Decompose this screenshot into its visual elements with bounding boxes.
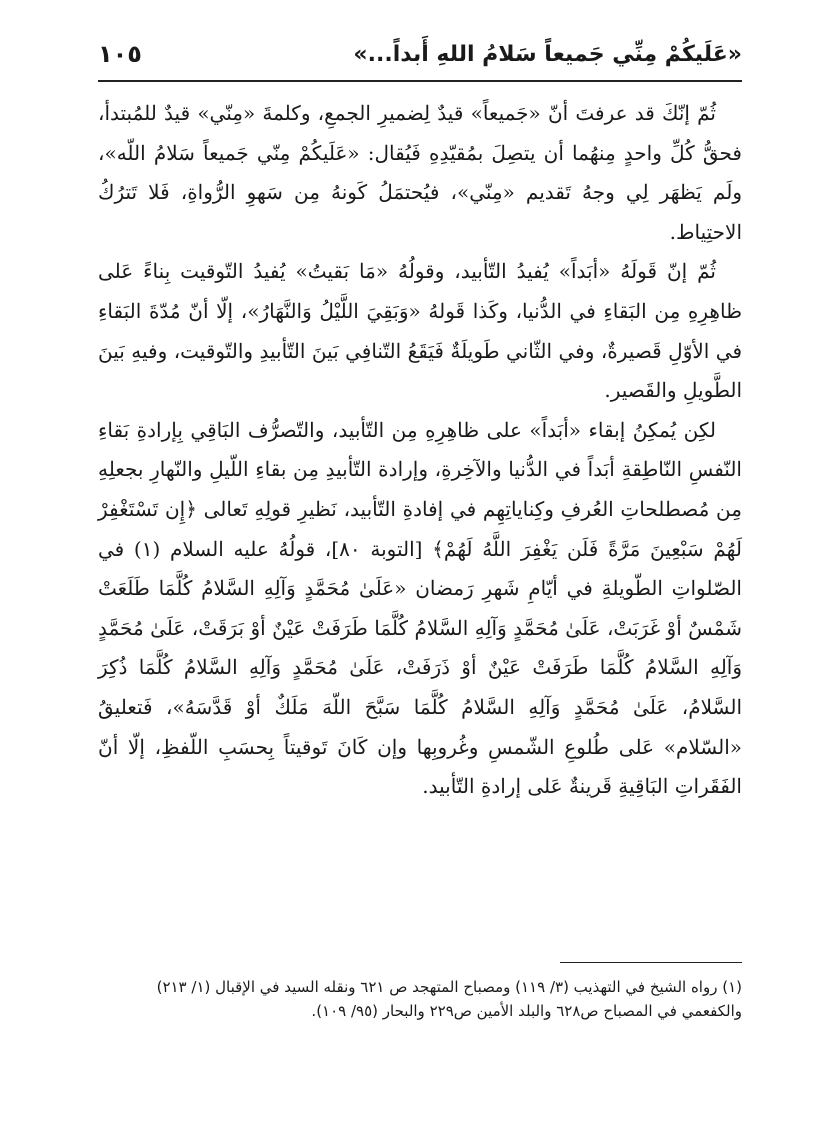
paragraph-1: ثُمّ إنّكَ قد عرفتَ أنّ «جَميعاً» قيدٌ لِضميرِ الجمعِ، وكلمةَ «مِنّي» قيدٌ للمُبتدأ، فحقُّ كُلِّ واحدٍ مِنهُما أن يتصِلَ بمُقيّدِهِ فَيُقال: «عَلَيكُمْ مِنّي جَميعاً سَلامُ اللّه»، ولَم يَظهَر لِي وجهُ تَقديم «مِنّي»، فيُحتمَلُ كَونهُ مِن سَهوِ الرُّواةِ، فَلا تَترُكُ الاحتِياط. [98, 101, 742, 244]
header-divider [98, 80, 742, 82]
paragraph-2: ثُمّ إنّ قَولَهُ «أبَداً» يُفيدُ التّأبيد، وقولُهُ «مَا بَقيتُ» يُفيدُ التّوقيت بِناءً عَلى ظاهِرِهِ مِن البَقاءِ في الدُّنيا، وكَذا قَولهُ «وَبَقِيَ اللَّيْلُ وَالنَّهَارُ»، إلّا أنّ مُدّةَ البَقاءِ في الأوّلِ قَصيرةٌ، وفي الثّاني طَويلَةٌ فَيَقَعُ التّنافِي بَينَ التّأبيدِ والتّوقيت، وفيهِ بَينَ الطَّويلِ والقَصير. [98, 259, 742, 403]
page-number: ١٠٥ [98, 40, 142, 68]
footnote-1: (١) رواه الشيخ في التهذيب (٣/ ١١٩) ومصباح المتهجد ص ٦٢١ ونقله السيد في الإقبال (١/ ٢١٣) والكفعمي في المصباح ص٦٢٨ والبلد الأمين ص٢٢٩ والبحار (٩٥/ ١٠٩). [156, 978, 742, 1020]
footnote-divider [560, 962, 742, 963]
paragraph-3: لكِن يُمكِنُ إبقاء «أبَداً» على ظاهِرِهِ مِن التّأبيد، والتّصرُّف البَاقِي بِإرادةِ بَقاءِ النّفسِ النّاطِقةِ أبَداً في الدُّنيا والآخِرةِ، وإرادة التّأبيدِ مِن بقاءِ اللّيلِ والنّهارِ بجعلِهِ مِن مُصطلحاتِ العُرفِ وكِناياتِهِم في إفادةِ التّأبيد، نَظيرِ قولِهِ تَعالى ﴿إِن تَسْتَغْفِرْ لَهُمْ سَبْعِينَ مَرَّةً فَلَن يَغْفِرَ اللَّهُ لَهُمْ﴾ [التوبة ٨٠]، قولُهُ عليه السلام (١) في الصّلواتِ الطّويلةِ في أيّامِ شَهرِ رَمضان «عَلَىٰ مُحَمَّدٍ وَآلِهِ السَّلامُ كُلَّمَا طَلَعَتْ شَمْسٌ أوْ غَرَبَتْ، عَلَىٰ مُحَمَّدٍ وَآلِهِ السَّلامُ كُلَّمَا طَرَفَتْ عَيْنٌ أوْ بَرَقَتْ، عَلَىٰ مُحَمَّدٍ وَآلِهِ السَّلامُ كُلَّمَا طَرَفَتْ عَيْنٌ أوْ ذَرَفَتْ، عَلَىٰ مُحَمَّدٍ وَآلِهِ السَّلامُ كُلَّمَا ذُكِرَ السَّلامُ، عَلَىٰ مُحَمَّدٍ وَآلِهِ السَّلامُ كُلَّمَا سَبَّحَ اللّهَ مَلَكٌ أوْ قَدَّسَهُ»، فَتعليقُ «السّلام» عَلى طُلوعِ الشّمسِ وغُروبِها وإن كَانَ تَوقيتاً بِحسَبِ اللّفظِ، إلّا أنّ الفَقَراتِ البَاقِيةِ قَرينةٌ عَلى إرادةِ التّأبيد. [98, 417, 742, 799]
footnotes [98, 975, 742, 1023]
running-title: «عَلَيكُمْ مِنِّي جَميعاً سَلامُ اللهِ أَبداً...» [353, 42, 742, 67]
page-header [98, 38, 742, 78]
main-text [98, 92, 742, 807]
